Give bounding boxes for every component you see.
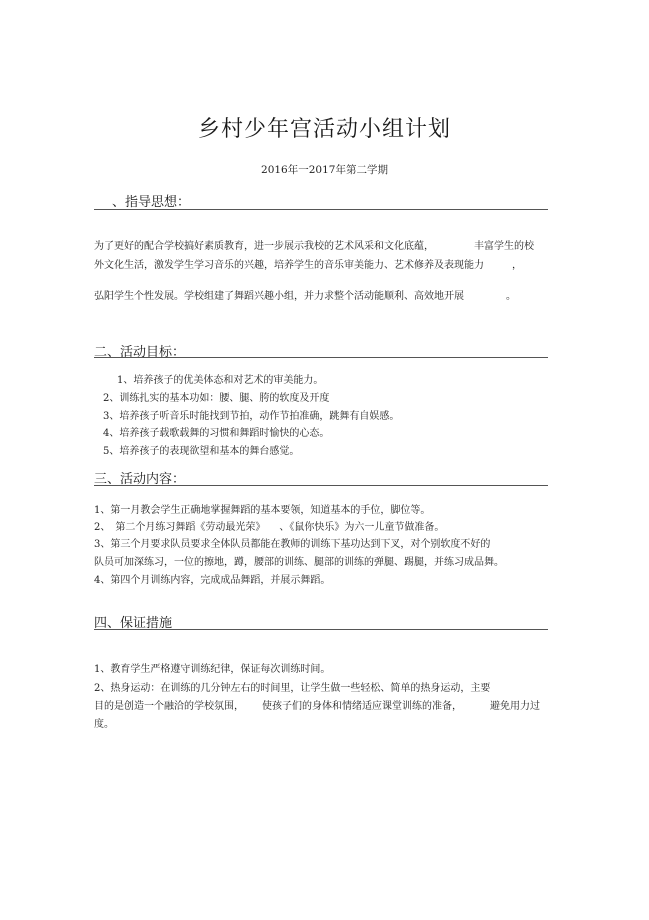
section2-heading: 二、活动目标： [94, 345, 186, 360]
section4-line-3-mid: 使孩子们的身体和情绪适应课堂训练的准备， [262, 701, 462, 712]
section2-item-2: 2、训练扎实的基本功如：腰、腿、胯的软度及开度 [103, 393, 330, 404]
section1-line-2-tail: ， [512, 260, 522, 271]
section4-line-3 [94, 697, 540, 712]
section1-line-1-tail: 丰富学生的校 [474, 241, 534, 252]
section3-line-4: 队员可加深练习，一位的擦地，蹲，腰部的训练、腿部的训练的弹腿、踢腿，并练习成品舞。 [94, 557, 504, 568]
section3-line-2-text: 2、 第二个月练习舞蹈《劳动最光荣》 [94, 522, 266, 533]
section1-line-3 [94, 287, 516, 302]
section2-item-1: 1、培养孩子的优美体态和对艺术的审美能力。 [117, 375, 324, 386]
section3-heading: 三、活动内容： [94, 472, 186, 487]
section1-line-3-text: 弘阳学生个性发展。学校组建了舞蹈兴趣小组，并力求整个活动能顺利、高效地开展 [94, 291, 464, 302]
section4-line-3-tail: 避免用力过 [490, 701, 540, 712]
section4-line-1: 1、教育学生严格遵守训练纪律，保证每次训练时间。 [94, 664, 331, 675]
section3-line-1: 1、第一月教会学生正确地掌握舞蹈的基本要领，知道基本的手位，脚位等。 [94, 505, 431, 516]
section1-line-2-text: 外文化生活，激发学生学习音乐的兴趣，培养学生的音乐审美能力、艺术修养及表现能力 [94, 260, 484, 271]
section2-item-4: 4、培养孩子载歌载舞的习惯和舞蹈时愉快的心态。 [103, 428, 330, 439]
section4-divider [94, 629, 548, 630]
section1-line-3-tail: 。 [506, 291, 516, 302]
section2-item-5: 5、培养孩子的表现欲望和基本的舞台感觉。 [103, 446, 300, 457]
section4-line-2: 2、热身运动：在训练的几分钟左右的时间里，让学生做一些轻松、简单的热身运动，主要 [94, 683, 491, 694]
document-subtitle: 2016年一2017年第二学期 [261, 164, 388, 176]
section4-line-3-text: 目的是创造一个融洽的学校氛围， [94, 701, 244, 712]
section4-heading: 四、保证措施 [94, 616, 173, 631]
section4-line-4: 度。 [94, 719, 114, 730]
section1-heading: 、指导思想： [112, 195, 191, 210]
section3-line-3: 3、第三个月要求队员要求全体队员都能在教师的训练下基功达到下叉，对个别软度不好的 [94, 539, 491, 550]
section3-line-2 [94, 518, 444, 533]
section1-line-1 [94, 237, 534, 252]
section1-divider [94, 209, 548, 210]
section1-line-1-text: 为了更好的配合学校搞好素质教育，进一步展示我校的艺术风采和文化底蕴， [94, 241, 434, 252]
section3-line-5: 4、第四个月训练内容，完成成品舞蹈，并展示舞蹈。 [94, 575, 331, 586]
document-title: 乡村少年宫活动小组计划 [197, 117, 451, 142]
section3-line-2-tail: 、《鼠你快乐》为六一儿童节做准备。 [279, 522, 445, 533]
section2-divider [94, 357, 548, 358]
section2-item-3: 3、培养孩子听音乐时能找到节拍，动作节拍准确，跳舞有自娱感。 [103, 411, 400, 422]
section1-line-2 [94, 256, 522, 271]
section3-divider [94, 485, 548, 486]
